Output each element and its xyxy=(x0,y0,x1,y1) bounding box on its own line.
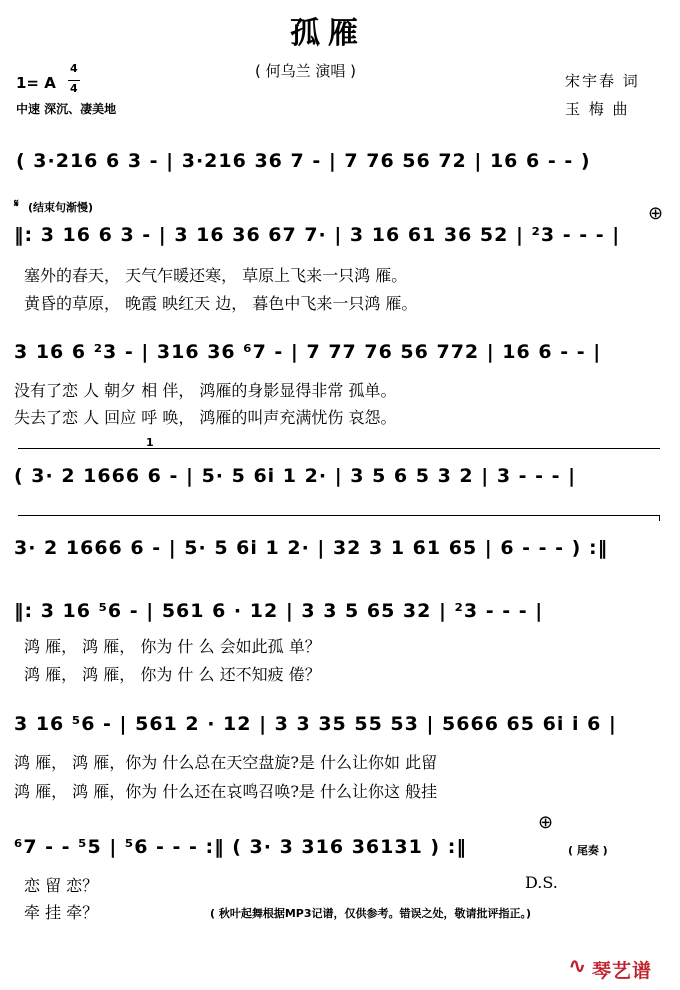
lyric-line-2: 黄昏的草原， 晚霞 映红天 边， 暮色中飞来一只鸿 雁。 xyxy=(24,294,418,313)
score-row-interlude-b: 3· 2 1666 6 - | 5· 5 6i 1 2· | 32 3 1 61 65 | 6 - - - ) :‖ xyxy=(14,537,609,559)
lyric-line-9: 恋 留 恋？ xyxy=(24,876,99,895)
volta-bracket-line xyxy=(18,448,660,449)
coda-icon-ending: ⊕ xyxy=(538,812,554,833)
segno-icon: 𝄋 xyxy=(14,197,19,210)
lyric-line-4: 失去了恋 人 回应 呼 唤， 鸿雁的叫声充满忧伤 哀怨。 xyxy=(14,408,397,427)
lyric-line-6: 鸿 雁， 鸿 雁， 你为 什 么 还不知疲 倦？ xyxy=(24,665,321,684)
tempo-marking: 中速 深沉、凄美地 xyxy=(16,102,117,116)
song-title: 孤雁 xyxy=(290,16,366,51)
lyric-line-8: 鸿 雁， 鸿 雁，你为 什么还在哀鸣召唤?是 什么让你这 般挂 xyxy=(14,782,438,801)
volta-bracket-line-2 xyxy=(18,515,660,516)
time-signature-top: 4 xyxy=(70,62,78,75)
time-signature-bottom: 4 xyxy=(70,82,78,95)
watermark-brand: 琴艺谱 xyxy=(592,960,653,982)
lyric-line-10: 牵 挂 牵？ xyxy=(24,903,99,922)
lyricist-credit: 宋宇春 词 xyxy=(565,72,640,90)
lyric-line-7: 鸿 雁， 鸿 雁，你为 什么总在天空盘旋?是 什么让你如 此留 xyxy=(14,753,438,772)
volta-bracket-end xyxy=(659,515,660,521)
performer-credit: ( 何乌兰 演唱 ) xyxy=(255,62,357,80)
coda-icon: ⊕ xyxy=(648,203,664,224)
volta-1-label: 1 xyxy=(146,436,154,449)
score-row-ending: ⁶7 - - ⁵5 | ⁵6 - - - :‖ ( 3· 3 316 36131 ) :‖ xyxy=(14,836,467,858)
dal-segno-marking: D.S. xyxy=(525,873,558,892)
transcription-note: ( 秋叶起舞根据MP3记谱，仅供参考。错误之处，敬请批评指正。) xyxy=(210,907,532,920)
score-row-interlude-a: ( 3· 2 1666 6 - | 5· 5 6i 1 2· | 3 5 6 5 3 2 | 3 - - - | xyxy=(14,465,577,487)
segno-note: (结束句渐慢) xyxy=(28,201,94,214)
time-signature-bar xyxy=(68,80,80,81)
key-signature: 1= A xyxy=(16,74,56,92)
lyric-line-3: 没有了恋 人 朝夕 相 伴， 鸿雁的身影显得非常 孤单。 xyxy=(14,381,397,400)
score-row-verse-a: ‖: 3 16 6 3 - | 3 16 36 67 7· | 3 16 61 36 52 | ²3 - - - | xyxy=(14,224,621,246)
lyric-line-5: 鸿 雁， 鸿 雁， 你为 什 么 会如此孤 单？ xyxy=(24,637,321,656)
ending-label: ( 尾奏 ) xyxy=(568,844,608,857)
score-row-chorus-a: ‖: 3 16 ⁵6 - | 561 6 · 12 | 3 3 5 65 32 | ²3 - - - | xyxy=(14,600,544,622)
score-row-intro: ( 3·216 6 3 - | 3·216 36 7 - | 7 76 56 72 | 16 6 - - ) xyxy=(16,150,591,172)
qinyipu-logo-icon: ∿ xyxy=(568,954,587,979)
composer-credit: 玉 梅 曲 xyxy=(565,100,630,118)
score-row-verse-b: 3 16 6 ²3 - | 316 36 ⁶7 - | 7 77 76 56 772 | 16 6 - - | xyxy=(14,341,602,363)
score-row-chorus-b: 3 16 ⁵6 - | 561 2 · 12 | 3 3 35 55 53 | 5666 65 6i i 6 | xyxy=(14,713,617,735)
lyric-line-1: 塞外的春天， 天气乍暖还寒， 草原上飞来一只鸿 雁。 xyxy=(24,266,408,285)
